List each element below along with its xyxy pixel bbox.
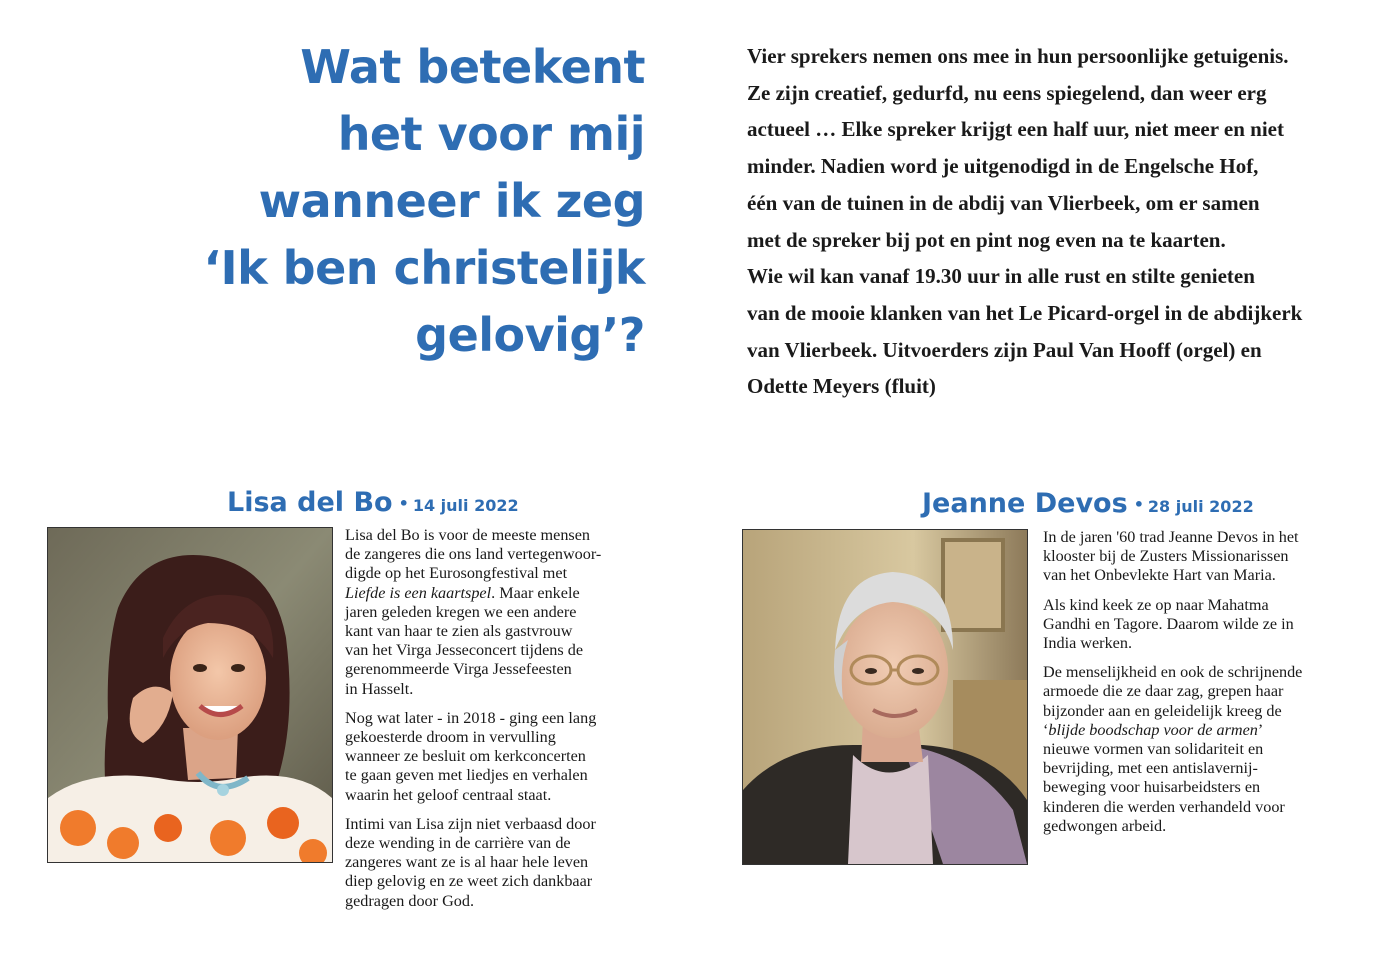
bio-line: kant van haar te zien als gastvrouw xyxy=(345,622,573,641)
quote-close: ’ xyxy=(1257,720,1264,739)
bio-line: De menselijkheid en ook de schrijnende xyxy=(1043,663,1303,682)
bio-line: nieuwe vormen van solidariteit en xyxy=(1043,740,1264,759)
bio-line: in Hasselt. xyxy=(345,679,414,698)
bio-line: zangeres want ze is al haar hele leven xyxy=(345,853,589,872)
bio-lisa-del-bo xyxy=(345,526,640,921)
bullet-separator: • xyxy=(1133,495,1144,514)
headline-line: gelovig’? xyxy=(415,308,645,362)
bio-line: India werken. xyxy=(1043,634,1132,653)
bio-line: digde op het Eurosongfestival met xyxy=(345,564,568,583)
bio-paragraph xyxy=(345,526,640,699)
bio-line: deze wending in de carrière van de xyxy=(345,834,571,853)
bio-line: wanneer ze besluit om kerkconcerten xyxy=(345,747,586,766)
bio-paragraph xyxy=(345,709,640,805)
quote-open: ‘ xyxy=(1043,720,1049,739)
bio-line: kinderen die werden verhandeld voor xyxy=(1043,797,1285,816)
bio-line: Gandhi en Tagore. Daarom wilde ze in xyxy=(1043,614,1294,633)
intro-paragraph xyxy=(747,38,1357,405)
bio-line: klooster bij de Zusters Missionarissen xyxy=(1043,547,1289,566)
bio-line: bevrijding, met een antislavernij- xyxy=(1043,759,1258,778)
bio-line: armoede die ze daar zag, grepen haar xyxy=(1043,682,1284,701)
bio-line: jaren geleden kregen we een andere xyxy=(345,602,577,621)
bio-line: beweging voor huisarbeidsters en xyxy=(1043,778,1261,797)
speaker-name: Jeanne Devos xyxy=(922,488,1128,519)
bio-line: diep gelovig en ze weet zich dankbaar xyxy=(345,872,593,891)
bio-line: gedragen door God. xyxy=(345,891,475,910)
song-title: Liefde is een kaartspel xyxy=(345,583,492,602)
photo-jeanne-devos xyxy=(742,529,1028,865)
bio-paragraph xyxy=(1043,663,1353,836)
speaker-date: 28 juli 2022 xyxy=(1147,497,1254,516)
intro-line: van de mooie klanken van het Le Picard-orgel in de abdijkerk xyxy=(747,300,1303,325)
headline-line: Wat betekent xyxy=(300,40,645,94)
bio-line: van het Virga Jesseconcert tijdens de xyxy=(345,641,584,660)
headline-line: ‘Ik ben christelijk xyxy=(203,241,645,295)
intro-line: Vier sprekers nemen ons mee in hun persoonlijke getuigenis. xyxy=(747,44,1289,68)
bio-line: gerenommeerde Virga Jessefeesten xyxy=(345,660,572,679)
bio-line: Als kind keek ze op naar Mahatma xyxy=(1043,595,1269,614)
intro-line: met de spreker bij pot en pint nog even na te kaarten. xyxy=(747,227,1226,252)
bio-paragraph xyxy=(1043,596,1353,654)
bio-paragraph xyxy=(1043,528,1353,586)
speaker-heading-jeanne xyxy=(922,488,1254,523)
bio-line xyxy=(345,584,640,603)
headline xyxy=(200,34,645,369)
headline-line: het voor mij xyxy=(337,107,645,161)
intro-line: Wie wil kan vanaf 19.30 uur in alle rust en stilte genieten xyxy=(747,264,1255,289)
intro-line: minder. Nadien word je uitgenodigd in de Engelsche Hof, xyxy=(747,154,1259,179)
bio-paragraph xyxy=(345,815,640,911)
quote-text: blijde boodschap voor de armen xyxy=(1048,720,1258,739)
bio-line: gedwongen arbeid. xyxy=(1043,816,1167,835)
bio-line: bijzonder aan en geleidelijk kreeg de xyxy=(1043,701,1282,720)
bio-line xyxy=(1043,721,1353,740)
speaker-date: 14 juli 2022 xyxy=(412,496,519,515)
intro-line: één van de tuinen in de abdij van Vlierbeek, om er samen xyxy=(747,190,1260,215)
bio-line: Lisa del Bo is voor de meeste mensen xyxy=(345,526,591,544)
bio-text: . Maar enkele xyxy=(491,583,580,602)
bio-line: gekoesterde droom in vervulling xyxy=(345,728,556,747)
intro-line: Ze zijn creatief, gedurfd, nu eens spiegelend, dan weer erg xyxy=(747,80,1267,105)
bio-line: In de jaren '60 trad Jeanne Devos in het xyxy=(1043,528,1299,546)
bio-line: de zangeres die ons land vertegenwoor- xyxy=(345,545,602,564)
intro-line: van Vlierbeek. Uitvoerders zijn Paul Van Hooff (orgel) en xyxy=(747,337,1262,362)
speaker-heading-lisa xyxy=(227,487,519,522)
intro-line: actueel … Elke spreker krijgt een half uur, niet meer en niet xyxy=(747,117,1284,142)
bio-line: te gaan geven met liedjes en verhalen xyxy=(345,766,588,785)
headline-line: wanneer ik zeg xyxy=(258,174,645,228)
speaker-name: Lisa del Bo xyxy=(227,487,393,518)
bio-jeanne-devos xyxy=(1043,528,1353,846)
intro-line: Odette Meyers (fluit) xyxy=(747,374,936,399)
bio-line: Intimi van Lisa zijn niet verbaasd door xyxy=(345,814,596,833)
bio-line: Nog wat later - in 2018 - ging een lang xyxy=(345,708,597,727)
photo-lisa-del-bo xyxy=(47,527,333,863)
bullet-separator: • xyxy=(398,494,409,513)
bio-line: van het Onbevlekte Hart van Maria. xyxy=(1043,566,1276,585)
bio-line: waarin het geloof centraal staat. xyxy=(345,785,552,804)
